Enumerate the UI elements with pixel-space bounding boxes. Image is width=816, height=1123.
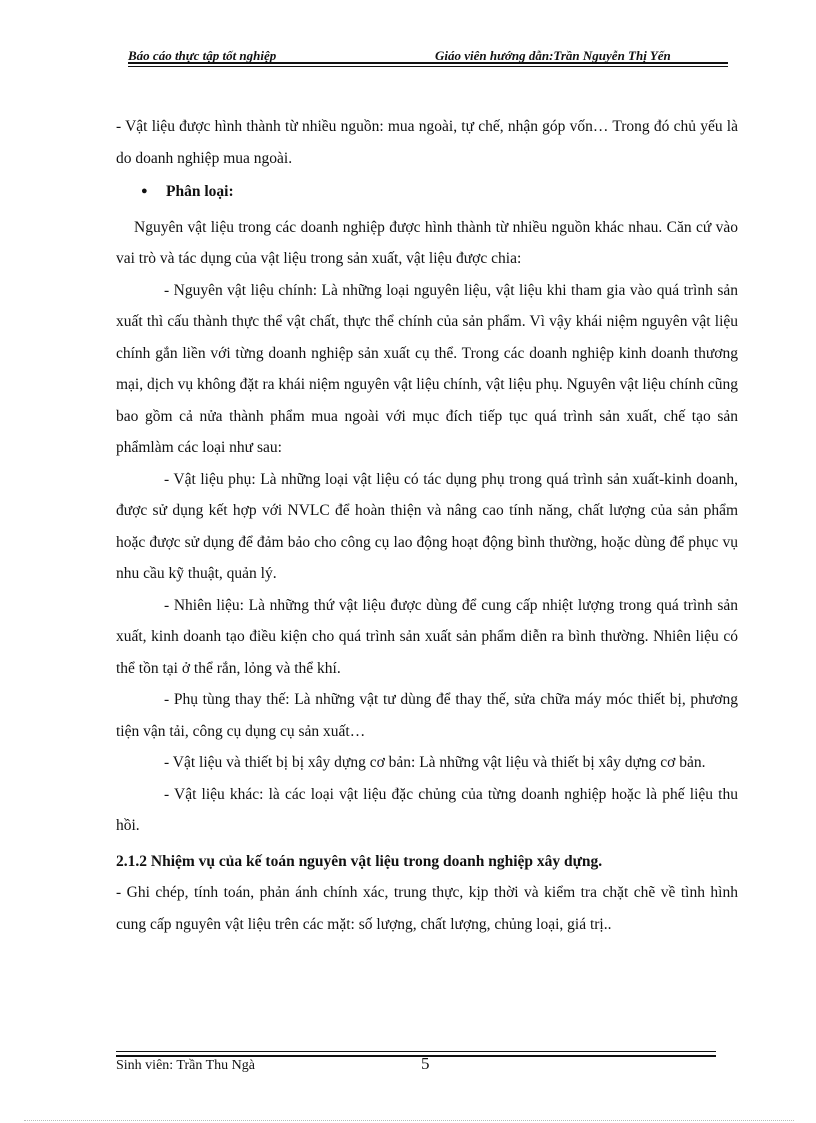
bullet-icon: ● xyxy=(141,185,148,197)
paragraph-auxiliary-materials: - Vật liệu phụ: Là những loại vật liệu có tác dụng phụ trong quá trình sản xuất-kinh doanh, được sử dụng kết hợp với NVLC để hoàn thiện và nâng cao tính năng, chất lượng của sản phẩm hoặc được sử dụng để đảm bảo cho công cụ lao động hoạt động bình thường, hoặc dùng để phục vụ nhu cầu kỹ thuật, quản lý. xyxy=(116,470,738,582)
paragraph-main-materials: - Nguyên vật liệu chính: Là những loại nguyên liệu, vật liệu khi tham gia vào quá trình sản xuất thì cấu thành thực thể vật chất, thực thể chính của sản phẩm. Vì vậy khái niệm nguyên vật liệu chính gắn liền với từng doanh nghiệp sản xuất cụ thể. Trong các doanh nghiệp kinh doanh thương mại, dịch vụ không đặt ra khái niệm nguyên vật liệu chính, vật liệu phụ. Nguyên vật liệu chính cũng bao gồm cả nửa thành phẩm mua ngoài với mục đích tiếp tục quá trình sản xuất, chế tạo sản phẩmlàm các loại như sau: xyxy=(116,281,738,456)
paragraph-duties: - Ghi chép, tính toán, phản ánh chính xác, trung thực, kịp thời và kiểm tra chặt chẽ về tình hình cung cấp nguyên vật liệu trên các mặt: số lượng, chất lượng, chủng loại, giá trị.. xyxy=(116,884,738,933)
page-edge xyxy=(24,1120,794,1121)
paragraph-fuel: - Nhiên liệu: Là những thứ vật liệu được dùng để cung cấp nhiệt lượng trong quá trình sản xuất, kinh doanh tạo điều kiện cho quá trình sản xuất sản phẩm diễn ra bình thường. Nhiên liệu có thể tồn tại ở thể rắn, lỏng và thể khí. xyxy=(116,596,738,677)
paragraph-intro: Nguyên vật liệu trong các doanh nghiệp được hình thành từ nhiều nguồn khác nhau. Căn cứ vào vai trò và tác dụng của vật liệu trong sản xuất, vật liệu được chia: xyxy=(116,218,738,267)
paragraph-sources: - Vật liệu được hình thành từ nhiều nguồn: mua ngoài, tự chế, nhận góp vốn… Trong đó chủ yếu là do doanh nghiệp mua ngoài. xyxy=(116,118,738,167)
footer-rule xyxy=(116,1055,716,1057)
page-number: 5 xyxy=(421,1054,430,1073)
header-rule xyxy=(128,62,728,64)
paragraph-spare-parts: - Phụ tùng thay thế: Là những vật tư dùng để thay thế, sửa chữa máy móc thiết bị, phương tiện vận tải, công cụ dụng cụ sản xuất… xyxy=(116,691,738,740)
paragraph-other-materials: - Vật liệu khác: là các loại vật liệu đặc chủng của từng doanh nghiệp hoặc là phế liệu thu hồi. xyxy=(116,785,738,834)
footer-rule-thin xyxy=(116,1051,716,1052)
document-body xyxy=(116,111,738,940)
bullet-classification xyxy=(116,176,738,208)
header-report-title: Báo cáo thực tập tốt nghiệp xyxy=(128,48,277,63)
header-rule-thin xyxy=(128,66,728,67)
bullet-heading: Phân loại: xyxy=(166,183,234,200)
footer-student: Sinh viên: Trần Thu Ngà xyxy=(116,1058,255,1073)
header-advisor: Giáo viên hướng dẫn:Trần Nguyễn Thị Yến xyxy=(435,48,671,63)
paragraph-construction-materials: - Vật liệu và thiết bị bị xây dựng cơ bản: Là những vật liệu và thiết bị xây dựng cơ bản. xyxy=(164,754,706,771)
section-heading: 2.1.2 Nhiệm vụ của kế toán nguyên vật liệu trong doanh nghiệp xây dựng. xyxy=(116,852,603,870)
